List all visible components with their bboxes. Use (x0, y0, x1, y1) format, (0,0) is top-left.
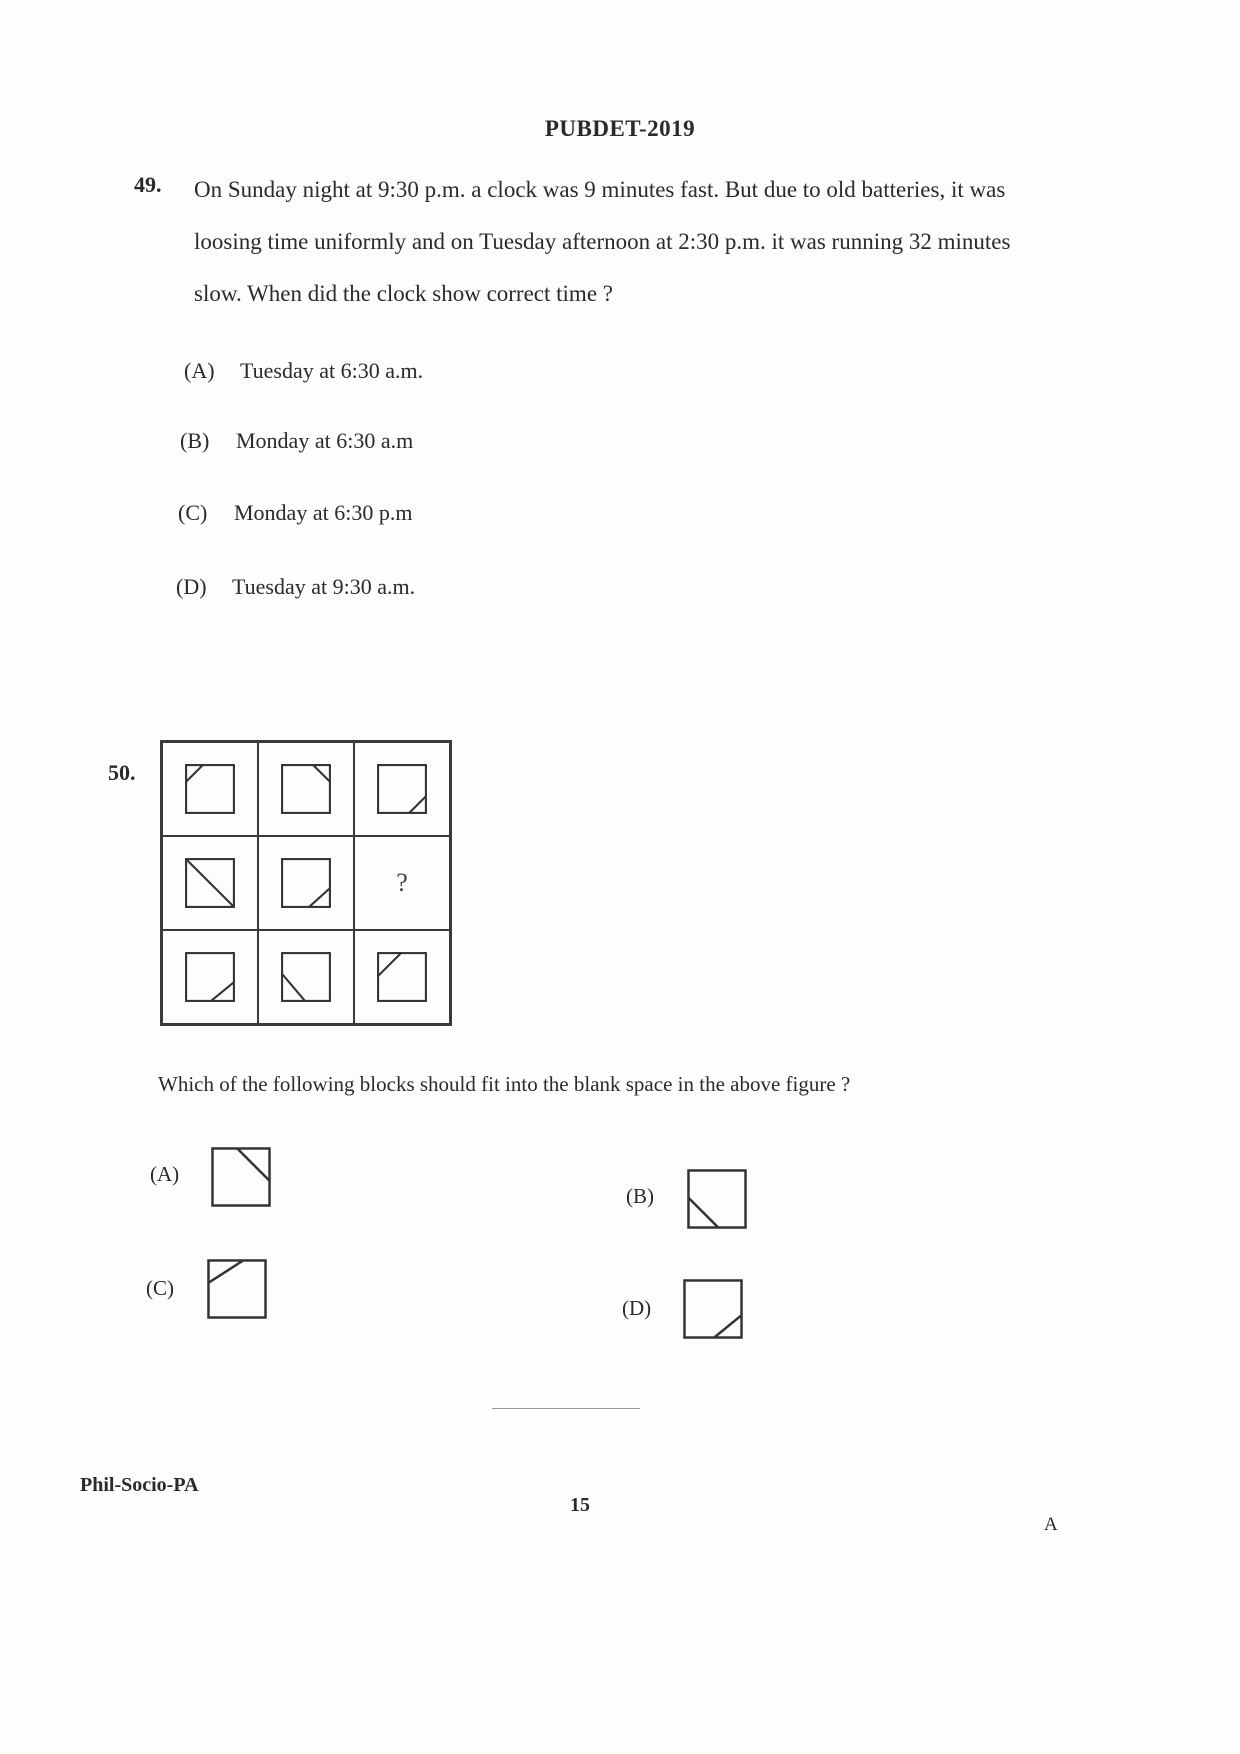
question-49-line: loosing time uniformly and on Tuesday afternoon at 2:30 p.m. it was running 32 minutes (194, 229, 1011, 254)
q49-option-c[interactable] (178, 500, 412, 526)
square-diagonal-bottom-right-icon (682, 1278, 744, 1340)
square-diagonal-top-right-icon (210, 1146, 272, 1208)
set-label: A (1044, 1514, 1058, 1535)
grid-cell (258, 930, 354, 1024)
square-diagonal-bottom-left-icon (686, 1168, 748, 1230)
square-diagonal-top-left-icon (184, 763, 236, 815)
square-diagonal-top-left-icon (206, 1258, 268, 1320)
square-diagonal-top-left-icon (376, 951, 428, 1003)
option-text: Tuesday at 9:30 a.m. (232, 574, 416, 599)
page-number: 15 (570, 1494, 590, 1516)
question-mark: ? (396, 868, 408, 897)
missing-cell (354, 836, 450, 930)
grid-cell (162, 836, 258, 930)
option-text: Monday at 6:30 a.m (236, 428, 414, 453)
question-49-line: On Sunday night at 9:30 p.m. a clock was 9 minutes fast. But due to old batteries, it was (194, 177, 1006, 202)
divider (492, 1408, 640, 1409)
option-text: Monday at 6:30 p.m (234, 500, 413, 525)
q49-option-b[interactable] (180, 428, 413, 454)
q50-answer-b[interactable] (626, 1184, 654, 1209)
question-50-text: Which of the following blocks should fit into the blank space in the above figure ? (158, 1072, 851, 1096)
square-diagonal-top-right-icon (280, 763, 332, 815)
square-diagonal-bottom-right-icon (184, 951, 236, 1003)
question-49-text (194, 164, 1094, 320)
figure-grid (160, 740, 452, 1026)
option-label: (B) (180, 428, 210, 453)
option-label: (D) (176, 574, 207, 599)
q50-answer-c[interactable] (146, 1276, 174, 1301)
answer-label: (D) (622, 1296, 652, 1320)
grid-cell (258, 742, 354, 836)
option-label: (A) (184, 358, 215, 383)
square-diagonal-bottom-right-icon (376, 763, 428, 815)
grid-cell (354, 930, 450, 1024)
option-text: Tuesday at 6:30 a.m. (240, 358, 424, 383)
question-49-number: 49. (134, 172, 162, 197)
square-diagonal-top-left-icon (184, 857, 236, 909)
page-title: PUBDET-2019 (544, 116, 696, 141)
answer-label: (C) (146, 1276, 174, 1300)
grid-cell (162, 930, 258, 1024)
option-label: (C) (178, 500, 208, 525)
q50-answer-a[interactable] (150, 1162, 179, 1187)
answer-label: (B) (626, 1184, 654, 1208)
question-49-line: slow. When did the clock show correct time ? (194, 281, 613, 306)
q49-option-d[interactable] (176, 574, 415, 600)
q50-answer-d[interactable] (622, 1296, 651, 1321)
grid-cell (258, 836, 354, 930)
q49-option-a[interactable] (184, 358, 423, 384)
grid-cell (354, 742, 450, 836)
subject-code: Phil-Socio-PA (80, 1474, 199, 1496)
grid-cell (162, 742, 258, 836)
square-diagonal-bottom-left-icon (280, 951, 332, 1003)
question-50-number: 50. (108, 760, 136, 785)
square-diagonal-bottom-right-icon (280, 857, 332, 909)
answer-label: (A) (150, 1162, 180, 1186)
